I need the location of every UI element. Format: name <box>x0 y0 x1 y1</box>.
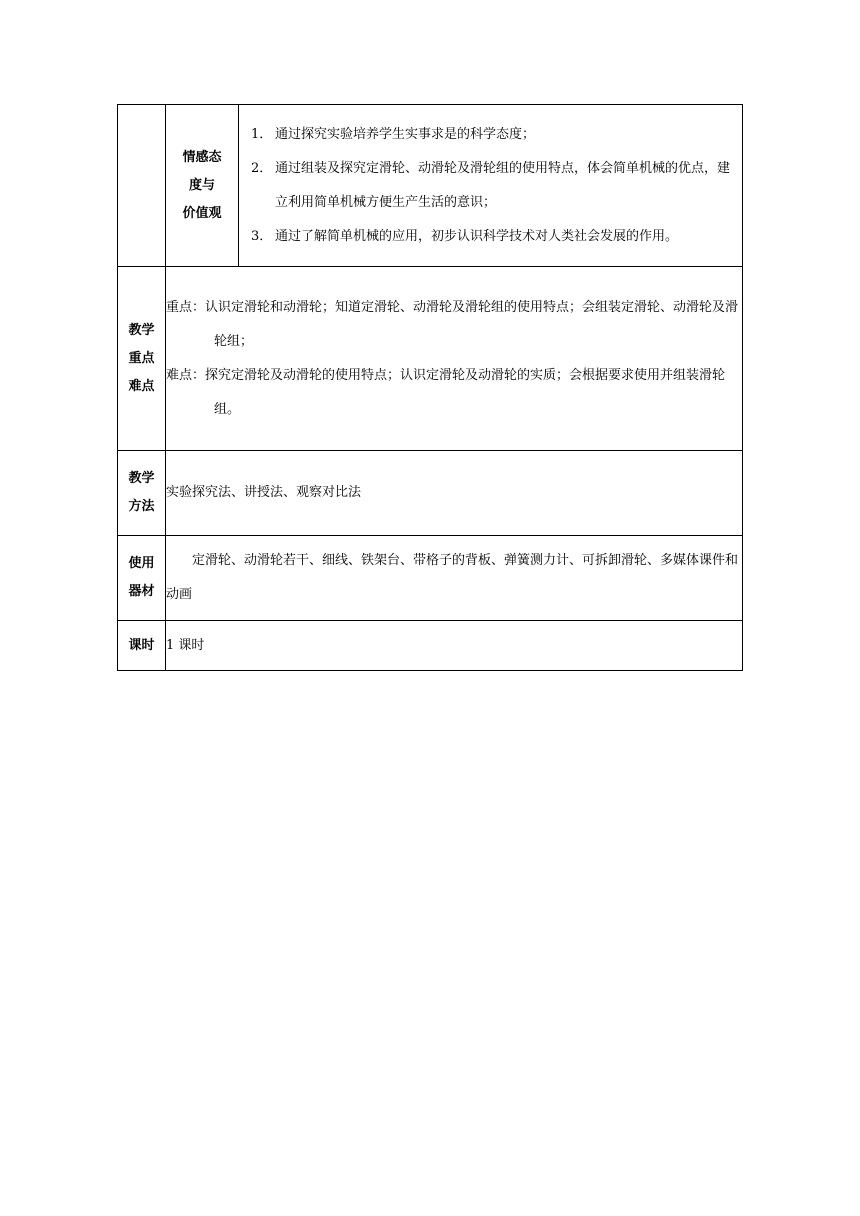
emotion-values-content <box>239 105 743 267</box>
teaching-method-label <box>118 451 166 536</box>
list-item: 3． 通过了解简单机械的应用，初步认识科学技术对人类社会发展的作用。 <box>251 228 679 244</box>
equipment-content <box>166 536 743 621</box>
list-item: 1． 通过探究实验培养学生实事求是的科学态度； <box>251 126 536 142</box>
row-teaching-method <box>118 451 743 536</box>
equipment-text: 定滑轮、动滑轮若干、细线、铁架台、带格子的背板、弹簧测力计、可拆卸滑轮、多媒体课件和动画 <box>166 553 739 602</box>
key-points-content <box>166 267 743 451</box>
emotion-values-label-line-3: 价值观 <box>182 205 222 221</box>
equipment-label-line-1: 使用 <box>128 556 155 571</box>
equipment-label-line-2: 器材 <box>128 584 155 599</box>
teaching-method-label-line-1: 教学 <box>128 471 155 486</box>
emotion-values-label <box>166 105 239 267</box>
key-points-label-line-3: 难点 <box>128 378 155 394</box>
key-points-label <box>118 267 166 451</box>
emotion-values-label-line-1: 情感态 <box>182 149 222 165</box>
lesson-plan-table <box>117 104 743 671</box>
key-point-text: 重点：认识定滑轮和动滑轮；知道定滑轮、动滑轮及滑轮组的使用特点；会组装定滑轮、动滑轮及滑轮组； <box>166 299 739 349</box>
row-equipment <box>118 536 743 621</box>
row-emotion-values <box>118 105 743 267</box>
equipment-label <box>118 536 166 621</box>
row-key-difficult-points <box>118 267 743 451</box>
empty-label-cell <box>118 105 166 267</box>
class-hours-label: 课时 <box>118 621 166 671</box>
list-item: 2． 通过组装及探究定滑轮、动滑轮及滑轮组的使用特点，体会简单机械的优点，建立利用简单机械方便生产生活的意识； <box>251 160 731 210</box>
class-hours-content: 1 课时 <box>166 621 743 671</box>
row-class-hours <box>118 621 743 671</box>
key-points-label-line-2: 重点 <box>128 350 155 366</box>
difficult-point-text: 难点：探究定滑轮及动滑轮的使用特点；认识定滑轮及动滑轮的实质；会根据要求使用并组装滑轮组。 <box>166 367 726 417</box>
emotion-values-label-line-2: 度与 <box>188 177 215 193</box>
teaching-method-label-line-2: 方法 <box>128 499 155 514</box>
key-points-label-line-1: 教学 <box>128 322 155 338</box>
teaching-method-content: 实验探究法、讲授法、观察对比法 <box>166 451 743 536</box>
